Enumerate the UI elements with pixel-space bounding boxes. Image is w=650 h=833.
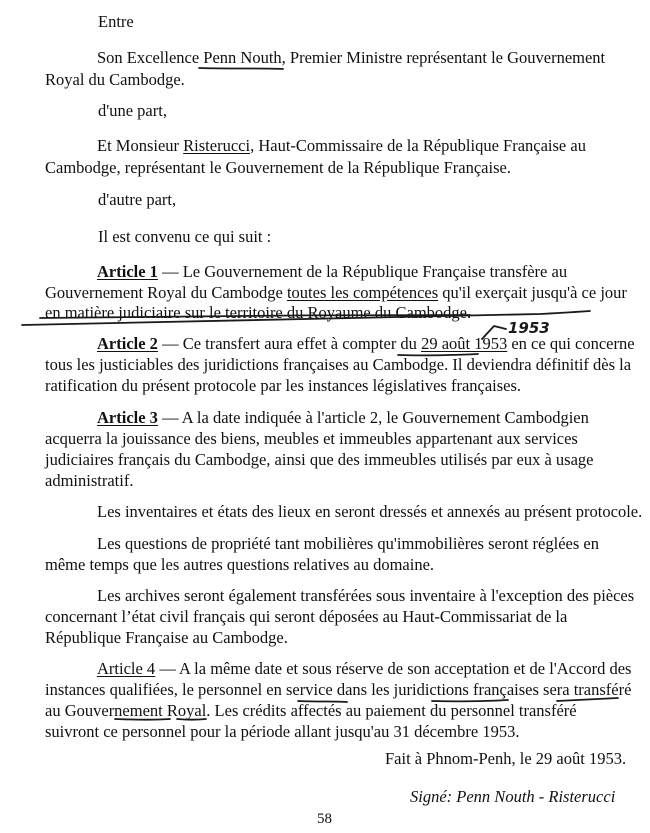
entre-text: Entre [98,12,134,31]
article-4-line2: instances qualifiées, le personnel en service dans les juridictions françaises sera transféré [45,680,632,699]
article-4-line4: suivront ce personnel pour la période allant jusqu'au 31 décembre 1953. [45,722,520,741]
page-number: 58 [317,811,332,827]
risterucci-name: Risterucci [183,136,251,155]
inventaires-paragraph: Les inventaires et états des lieux en seront dressés et annexés au présent protocole. [97,502,643,521]
propriete-line1: Les questions de propriété tant mobilières qu'immobilières seront réglées en [97,534,599,553]
article-2-heading: Article 2 [97,334,158,353]
article-1-line2: Gouvernement Royal du Cambodge toutes les compétences qu'il exerçait jusqu'à ce jour [45,283,627,302]
archives-line3: République Française au Cambodge. [45,628,288,647]
paragraph-risterucci-line2: Cambodge, représentant le Gouvernement de la République Française. [45,158,511,177]
article-4-line1: Article 4 — A la même date et sous réserve de son acceptation et de l'Accord des [97,659,632,678]
paragraph-penn-nouth-line2: Royal du Cambodge. [45,70,185,89]
penn-nouth-name: Penn Nouth [203,48,282,67]
article-2-line2: tous les justiciables des juridictions françaises au Cambodge. Il deviendra définitif dès la [45,355,632,374]
toutes-les-competences: toutes les compétences [286,283,439,302]
archives-line1: Les archives seront également transférées sous inventaire à l'exception des pièces [97,586,635,605]
article-3-line3: judiciaires français du Cambodge, ainsi que des immeubles utilisés par eux à usage [45,450,594,469]
signature-line: Signé: Penn Nouth - Risterucci [410,787,616,806]
article-1-line3: en matière judiciaire sur le territoire du Royaume du Cambodge. [45,303,472,322]
article-2-line3: ratification du présent protocole par les instances législatives françaises. [45,376,522,395]
handwritten-year: 1953 [508,319,550,337]
fait-a-phnom-penh: Fait à Phnom-Penh, le 29 août 1953. [385,749,627,768]
article-3-heading: Article 3 [97,408,158,427]
article-3-line2: acquerra la jouissance des biens, meubles et immeubles appartenant aux services [45,429,578,448]
paragraph-risterucci-line1: Et Monsieur Risterucci, Haut-Commissaire de la République Française au [97,136,586,155]
archives-line2: concernant l’état civil français qui seront déposées au Haut-Commissariat de la [45,607,568,626]
article-2-line1: Article 2 — Ce transfert aura effet à compter du 29 août 1953 en ce qui concerne [97,334,635,353]
date-29-aout-1953: 29 août 1953 [421,334,508,353]
article-4-heading: Article 4 [97,659,156,678]
article-1-heading: Article 1 [97,262,158,281]
article-3-line4: administratif. [45,471,134,490]
article-4-line3: au Gouvernement Royal. Les crédits affectés au paiement du personnel transféré [45,701,577,720]
article-3-line1: Article 3 — A la date indiquée à l'article 2, le Gouvernement Cambodgien [97,408,589,427]
une-part-text: d'une part, [98,101,167,120]
article-1-line1: Article 1 — Le Gouvernement de la République Française transfère au [97,262,568,281]
paragraph-penn-nouth-line1: Son Excellence Penn Nouth, Premier Ministre représentant le Gouvernement [97,48,606,67]
autre-part-text: d'autre part, [98,190,177,209]
convenu-text: Il est convenu ce qui suit : [98,227,272,246]
propriete-line2: même temps que les autres questions relatives au domaine. [45,555,435,574]
